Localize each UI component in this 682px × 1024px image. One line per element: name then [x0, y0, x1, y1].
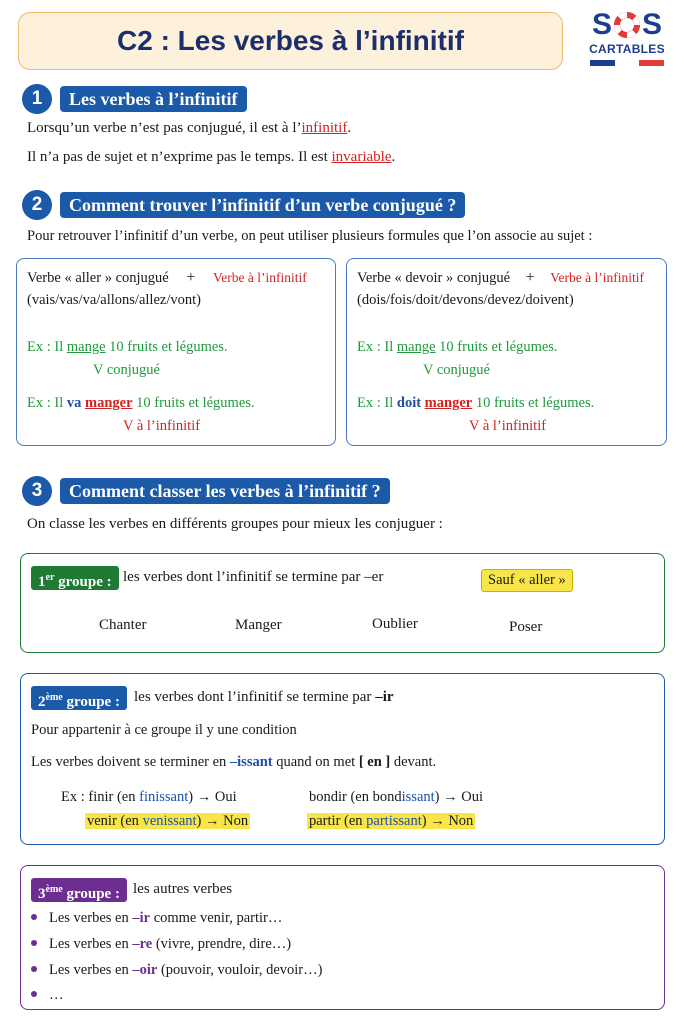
- group-2-tag: 2ème groupe :: [31, 686, 127, 710]
- card-devoir-head: Verbe « devoir » conjugué + Verbe à l’infinitif: [357, 269, 645, 286]
- logo-sos: [584, 10, 670, 40]
- french-flag-stripe: [590, 60, 664, 66]
- group-1-exception: Sauf « aller »: [481, 569, 573, 592]
- group-1-example-3: Oublier: [372, 616, 418, 632]
- section-1-line-2: Il n’a pas de sujet et n’exprime pas le temps. Il est invariable.: [27, 149, 396, 165]
- section-1-header: [22, 84, 247, 114]
- logo-letter-s2: S: [642, 8, 663, 41]
- card-aller-head: Verbe « aller » conjugué + Verbe à l’infinitif: [27, 269, 307, 286]
- list-item: Les verbes en –ir comme venir, partir…: [31, 910, 282, 927]
- section-2-header: [22, 190, 465, 220]
- group-1-example-2: Manger: [235, 617, 282, 633]
- card-devoir-example-2: Ex : Il doit manger 10 fruits et légumes.: [357, 395, 595, 411]
- card-devoir-forms: (dois/fois/doit/devons/devez/doivent): [357, 292, 574, 308]
- group-2-example-bondir: bondir (en bondissant) → Oui: [309, 789, 483, 805]
- page-title: C2 : Les verbes à l’infinitif: [117, 25, 464, 56]
- card-aller-note-1: V conjugué: [93, 362, 160, 378]
- card-aller-example-2: Ex : Il va manger 10 fruits et légumes.: [27, 395, 255, 411]
- section-2-intro: Pour retrouver l’infinitif d’un verbe, on peut utiliser plusieurs formules que l’on associe au sujet :: [27, 228, 593, 244]
- card-aller-note-2: V à l’infinitif: [123, 418, 201, 434]
- group-2-example-partir: partir (en partissant) → Non: [309, 813, 474, 829]
- group-3-tag: 3ème groupe :: [31, 878, 127, 902]
- section-2-number: 2: [22, 190, 52, 220]
- list-item: Les verbes en –oir (pouvoir, vouloir, devoir…): [31, 962, 322, 979]
- section-1-number: 1: [22, 84, 52, 114]
- group-1-example-4: Poser: [509, 619, 543, 635]
- lifebuoy-icon: [614, 12, 640, 38]
- group-3-description: les autres verbes: [133, 881, 233, 897]
- section-1-heading: Les verbes à l’infinitif: [60, 86, 247, 112]
- card-devoir-note-2: V à l’infinitif: [469, 418, 547, 434]
- card-devoir-example-1: Ex : Il mange 10 fruits et légumes.: [357, 339, 558, 355]
- group-2-example-venir: venir (en venissant) → Non: [87, 813, 249, 829]
- card-aller-example-1: Ex : Il mange 10 fruits et légumes.: [27, 339, 228, 355]
- sos-cartables-logo: [584, 10, 670, 72]
- card-devoir-note-1: V conjugué: [423, 362, 490, 378]
- section-3-heading: Comment classer les verbes à l’infinitif ?: [60, 478, 390, 504]
- section-2-heading: Comment trouver l’infinitif d’un verbe conjugué ?: [60, 192, 465, 218]
- group-1-example-1: Chanter: [99, 617, 147, 633]
- logo-subtitle: CARTABLES: [589, 42, 665, 56]
- logo-letter-s1: S: [591, 8, 612, 41]
- group-2-example-finir: Ex : finir (en finissant) → Oui: [61, 789, 237, 805]
- title-box: [18, 12, 563, 70]
- group-1-description: les verbes dont l’infinitif se termine par –er: [123, 569, 384, 585]
- word-invariable: invariable: [331, 149, 392, 165]
- group-2-condition: Pour appartenir à ce groupe il y une condition: [31, 722, 297, 738]
- section-3-intro: On classe les verbes en différents groupes pour mieux les conjuguer :: [27, 516, 443, 532]
- list-item: Les verbes en –re (vivre, prendre, dire…): [31, 936, 291, 953]
- group-2-description: les verbes dont l’infinitif se termine par –ir: [134, 689, 394, 705]
- formula-card-devoir: [346, 258, 667, 446]
- card-aller-forms: (vais/vas/va/allons/allez/vont): [27, 292, 201, 308]
- section-3-number: 3: [22, 476, 52, 506]
- group-2-box: [20, 673, 665, 845]
- group-3-box: [20, 865, 665, 1010]
- group-2-rule: Les verbes doivent se terminer en –issant quand on met [ en ] devant.: [31, 754, 437, 770]
- formula-card-aller: [16, 258, 336, 446]
- list-item: …: [31, 987, 64, 1004]
- word-infinitif: infinitif: [301, 120, 348, 136]
- section-1-line-1: Lorsqu’un verbe n’est pas conjugué, il est à l’infinitif.: [27, 120, 352, 136]
- section-3-header: [22, 476, 390, 506]
- group-1-tag: 1er groupe :: [31, 566, 119, 590]
- group-1-box: [20, 553, 665, 653]
